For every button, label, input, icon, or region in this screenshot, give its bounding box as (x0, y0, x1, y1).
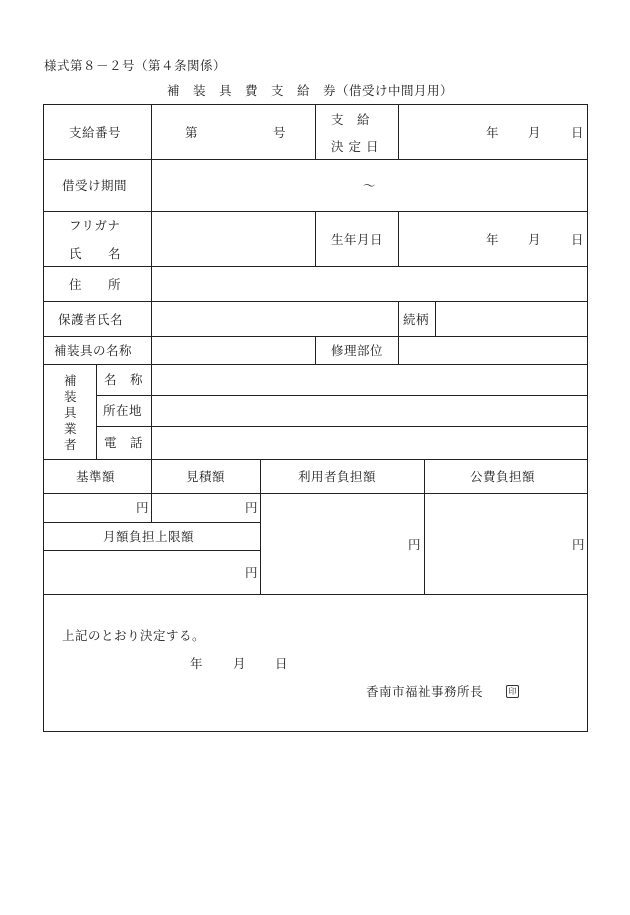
dai-label: 第 (185, 125, 199, 140)
vendor-phone-label: 電 話 (104, 435, 144, 450)
footer-date-month: 月 (233, 656, 247, 671)
decision-date-day: 日 (571, 125, 585, 140)
vendor-group-char-3: 具 (64, 405, 78, 420)
decision-date-label-2: 決 定 日 (331, 139, 379, 154)
decision-date-year: 年 (486, 125, 500, 140)
vendor-group-char-1: 補 (64, 373, 78, 388)
vendor-group-char-2: 装 (64, 389, 78, 404)
birthdate-month: 月 (528, 232, 542, 247)
name-label: 氏 名 (69, 246, 122, 261)
decision-statement: 上記のとおり決定する。 (62, 628, 206, 643)
furigana-label: フリガナ (69, 218, 121, 233)
footer-date-year: 年 (190, 656, 204, 671)
repair-part-label: 修理部位 (331, 343, 384, 358)
decision-date-month: 月 (528, 125, 542, 140)
support-number-label: 支給番号 (69, 125, 122, 140)
decision-date-label-1: 支 給 (331, 112, 371, 127)
device-name-label: 補装具の名称 (54, 343, 133, 358)
public-burden-header: 公費負担額 (470, 469, 536, 484)
standard-amount-header: 基準額 (76, 469, 116, 484)
birthdate-label: 生年月日 (331, 232, 384, 247)
guardian-name-label: 保護者氏名 (58, 312, 124, 327)
birthdate-day: 日 (571, 232, 585, 247)
form-number: 様式第８－２号（第４条関係） (44, 58, 227, 73)
vendor-group-char-5: 者 (64, 437, 78, 452)
form-title: 補 装 具 費 支 給 券（借受け中間月用） (167, 83, 454, 98)
birthdate-year: 年 (486, 232, 500, 247)
signer-title: 香南市福祉事務所長 (366, 684, 484, 699)
vendor-name-label: 名 称 (104, 372, 144, 387)
rental-period-label: 借受け期間 (62, 178, 128, 193)
estimate-amount-header: 見積額 (186, 469, 226, 484)
user-burden-header: 利用者負担額 (298, 469, 377, 484)
public-burden-yen: 円 (572, 537, 586, 552)
address-label: 住 所 (69, 277, 122, 292)
monthly-cap-label: 月額負担上限額 (103, 529, 195, 544)
monthly-cap-yen: 円 (245, 565, 259, 580)
rental-period-tilde: ～ (363, 178, 377, 193)
vendor-group-char-4: 業 (64, 421, 78, 436)
relationship-label: 続柄 (403, 312, 430, 327)
go-label: 号 (273, 125, 287, 140)
user-burden-yen: 円 (408, 537, 422, 552)
vendor-location-label: 所在地 (103, 403, 143, 418)
estimate-amount-yen: 円 (245, 500, 259, 515)
footer-date-day: 日 (275, 656, 289, 671)
standard-amount-yen: 円 (136, 500, 150, 515)
seal-mark: 印 (506, 685, 519, 698)
